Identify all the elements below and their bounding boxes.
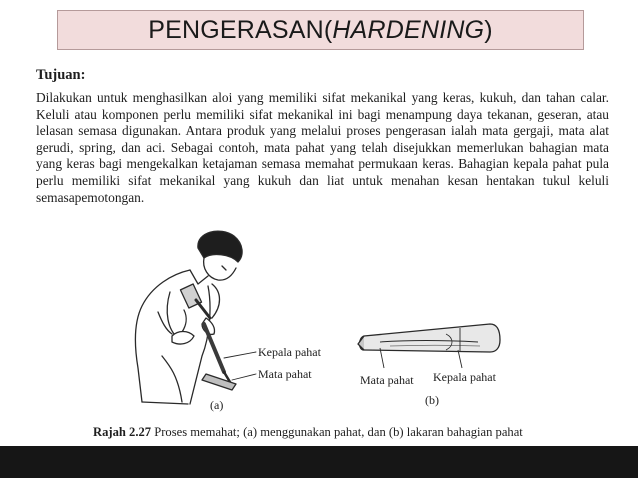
figure-caption <box>93 425 523 440</box>
figure-b-sublabel: (b) <box>425 393 439 407</box>
footer-bar <box>0 446 638 478</box>
slide-title-text: PENGERASAN( <box>148 15 333 44</box>
body-paragraph: Dilakukan untuk menghasilkan aloi yang memiliki sifat mekanikal yang keras, kukuh, dan tahan calar. Keluli atau komponen perlu memiliki sifat mekanikal ini bagi menampung daya tekanan, geseran, atau lelasan semasa digunakan. Antara produk yang melalui proses pengerasan ialah mata gergaji, mata alat gerudi, spring, dan aci. Sebagai contoh, mata pahat yang telah disejukkan memerlukan bahagian mata yang keras bagi mengekalkan ketajaman semasa memahat permukaan keras. Bahagian kepala pahat pula perlu memiliki sifat mekanikal yang kukuh dan liat untuk menahan kesan hentakan tukul keluli semasapemotongan. <box>36 90 609 205</box>
slide-title <box>57 10 584 50</box>
caption-text: Proses memahat; (a) menggunakan pahat, dan (b) lakaran bahagian pahat <box>151 425 523 439</box>
figure-a-sublabel: (a) <box>210 398 224 412</box>
caption-number: Rajah 2.27 <box>93 425 152 439</box>
label-a-kepala-pahat: Kepala pahat <box>258 345 321 359</box>
label-b-mata-pahat: Mata pahat <box>360 373 414 387</box>
slide-title-italic: HARDENING <box>332 15 485 44</box>
label-a-mata-pahat: Mata pahat <box>258 367 312 381</box>
label-b-kepala-pahat: Kepala pahat <box>433 370 496 384</box>
section-heading: Tujuan: <box>36 67 86 83</box>
slide-title-close: ) <box>484 15 493 44</box>
figure-a-illustration <box>112 226 332 416</box>
